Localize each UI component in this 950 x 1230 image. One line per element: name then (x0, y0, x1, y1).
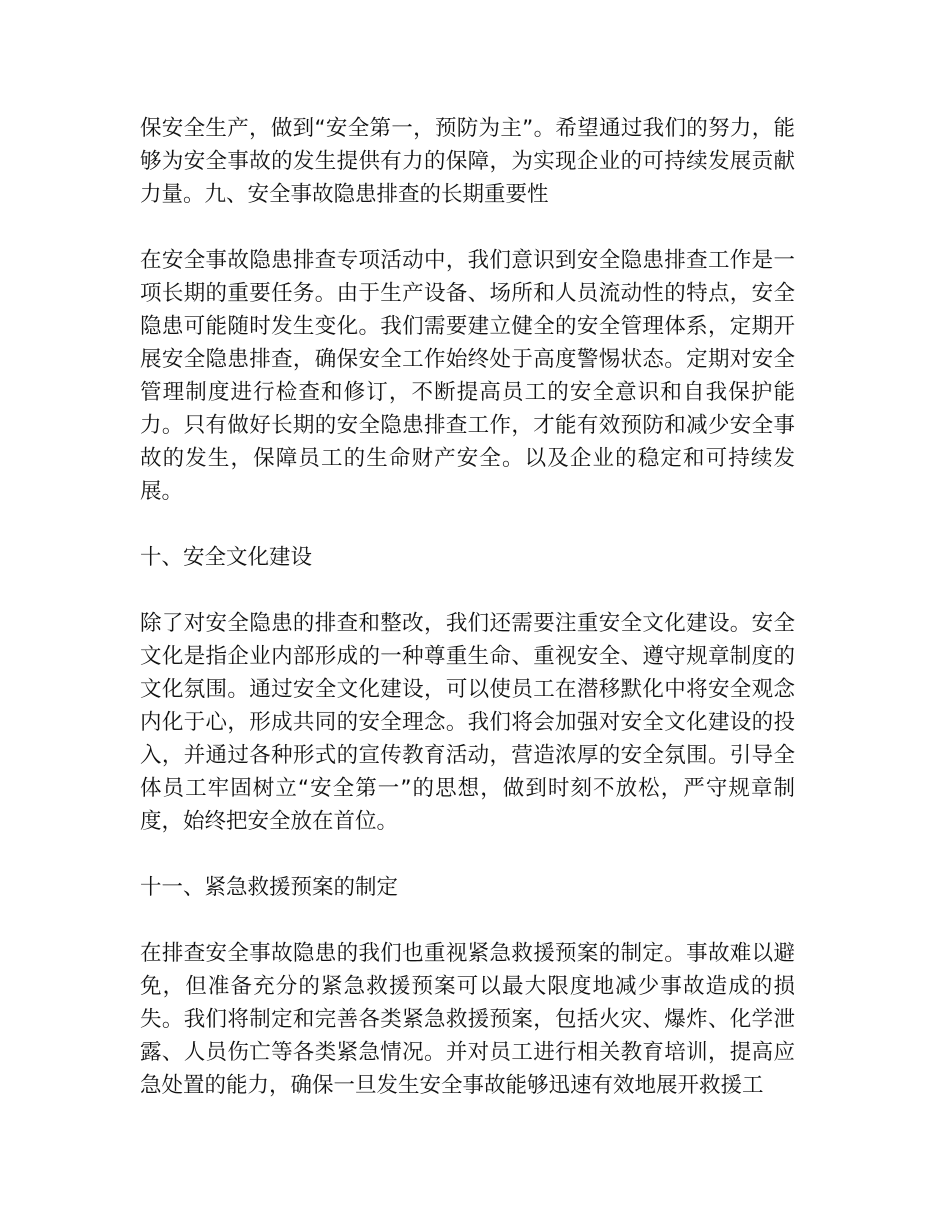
paragraph-safety-culture: 除了对安全隐患的排查和整改，我们还需要注重安全文化建设。安全文化是指企业内部形成的一种尊重生命、重视安全、遵守规章制度的文化氛围。通过安全文化建设，可以使员工在潜移默化中将安全观念内化于心，形成共同的安全理念。我们将会加强对安全文化建设的投入，并通过各种形式的宣传教育活动，营造浓厚的安全氛围。引导全体员工牢固树立“安全第一”的思想，做到时刻不放松，严守规章制度，始终把安全放在首位。 (140, 611, 795, 834)
paragraph-continuation: 保安全生产，做到“安全第一，预防为主”。希望通过我们的努力，能够为安全事故的发生提供有力的保障，为实现企业的可持续发展贡献力量。九、安全事故隐患排查的长期重要性 (140, 116, 795, 207)
document-body (140, 112, 795, 1102)
paragraph-emergency-plan: 在排查安全事故隐患的我们也重视紧急救援预案的制定。事故难以避免，但准备充分的紧急救援预案可以最大限度地减少事故造成的损失。我们将制定和完善各类紧急救援预案，包括火灾、爆炸、化学泄露、人员伤亡等各类紧急情况。并对员工进行相关教育培训，提高应急处置的能力，确保一旦发生安全事故能够迅速有效地展开救援工 (140, 941, 795, 1098)
paragraph-long-term-importance: 在安全事故隐患排查专项活动中，我们意识到安全隐患排查工作是一项长期的重要任务。由于生产设备、场所和人员流动性的特点，安全隐患可能随时发生变化。我们需要建立健全的安全管理体系，定期开展安全隐患排查，确保安全工作始终处于高度警惕状态。定期对安全管理制度进行检查和修订，不断提高员工的安全意识和自我保护能力。只有做好长期的安全隐患排查工作，才能有效预防和减少安全事故的发生，保障员工的生命财产安全。以及企业的稳定和可持续发展。 (140, 248, 795, 504)
section-heading-safety-culture: 十、安全文化建设 (140, 545, 313, 570)
section-heading-emergency-plan: 十一、紧急救援预案的制定 (140, 875, 399, 900)
